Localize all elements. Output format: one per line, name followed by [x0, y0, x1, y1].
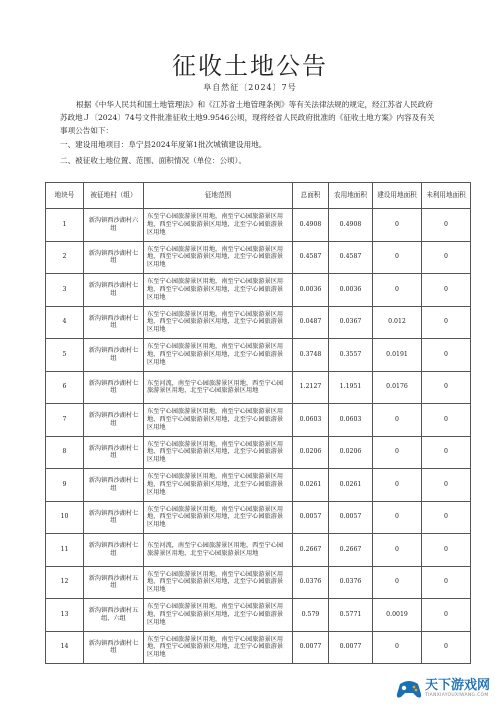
cell-unused-area: 0	[422, 241, 471, 274]
cell-total-area: 0.4908	[293, 209, 329, 242]
cell-unused-area: 0	[422, 599, 471, 632]
table-row	[46, 436, 471, 469]
cell-farmland-area: 0.0261	[329, 469, 373, 502]
cell-range: 东至宁心园旅游景区用地，南至宁心园旅游景区用地，西至宁心园旅游景区用地，北至宁心园旅游景区用地	[144, 469, 293, 502]
cell-village: 新沟镇西沙湖村六组	[84, 209, 144, 242]
cell-unused-area: 0	[422, 566, 471, 599]
header-construction-area: 建设用地面积	[373, 183, 422, 209]
cell-total-area: 0.0487	[293, 306, 329, 339]
cell-construction-area: 0	[373, 469, 422, 502]
table-row	[46, 274, 471, 307]
header-village: 被征地村（组）	[84, 183, 144, 209]
cell-total-area: 0.579	[293, 599, 329, 632]
section-project: 一、建设用地项目：阜宁县2024年度第1批次城镇建设用地。	[60, 140, 267, 149]
cell-total-area: 0.0603	[293, 404, 329, 437]
cell-range: 东至宁心园旅游景区用地，南至宁心园旅游景区用地，西至宁心园旅游景区用地，北至宁心园旅游景区用地	[144, 404, 293, 437]
cell-range: 东至宁心园旅游景区用地，南至宁心园旅游景区用地，西至宁心园旅游景区用地，北至宁心园旅游景区用地	[144, 306, 293, 339]
cell-total-area: 0.4587	[293, 241, 329, 274]
cell-range: 东至宁心园旅游景区用地，南至宁心园旅游景区用地，西至宁心园旅游景区用地，北至宁心园旅游景区用地	[144, 339, 293, 372]
watermark-logo	[396, 675, 494, 703]
cell-unused-area: 0	[422, 436, 471, 469]
cell-plot-no: 5	[46, 339, 84, 372]
cell-range: 东至河流，南至宁心园旅游景区用地，西至宁心园旅游景区用地，北至宁心园旅游景区用地	[144, 534, 293, 567]
document-number: 阜自然征〔2024〕7号	[203, 83, 297, 92]
section-location: 二、被征收土地位置、范围、面积情况（单位：公顷）。	[60, 156, 247, 165]
header-total-area: 总面积	[293, 183, 329, 209]
cell-plot-no: 11	[46, 534, 84, 567]
header-unused-area: 未利用地面积	[422, 183, 471, 209]
cell-village: 新沟镇西沙湖村七组	[84, 274, 144, 307]
table-row	[46, 566, 471, 599]
cell-village: 新沟镇西沙湖村七组	[84, 631, 144, 664]
cell-farmland-area: 0.0367	[329, 306, 373, 339]
cell-village: 新沟镇西沙湖村七组	[84, 534, 144, 567]
cell-farmland-area: 0.0036	[329, 274, 373, 307]
cell-plot-no: 1	[46, 209, 84, 242]
cell-plot-no: 8	[46, 436, 84, 469]
cell-plot-no: 9	[46, 469, 84, 502]
cell-village: 新沟镇西沙湖村七组	[84, 404, 144, 437]
cell-farmland-area: 0.3557	[329, 339, 373, 372]
cell-construction-area: 0.0176	[373, 371, 422, 404]
cell-range: 东至河流，南至宁心园旅游景区用地，西至宁心园旅游景区用地，北至宁心园旅游景区用地	[144, 371, 293, 404]
cell-construction-area: 0	[373, 241, 422, 274]
cell-farmland-area: 1.1951	[329, 371, 373, 404]
cell-village: 新沟镇西沙湖村七组	[84, 469, 144, 502]
cell-unused-area: 0	[422, 339, 471, 372]
cell-village: 新沟镇西沙湖村七组	[84, 306, 144, 339]
cell-construction-area: 0	[373, 566, 422, 599]
intro-paragraph: 根据《中华人民共和国土地管理法》和《江苏省土地管理条例》等有关法律法规的规定，经江苏省人民政府苏政地Ｊ〔2024〕74号文件批准征收土地9.9546公顷，现将经省人民政府批准的《征收土地方案》内容及有关事项公告如下：	[60, 100, 435, 135]
cell-total-area: 1.2127	[293, 371, 329, 404]
cell-farmland-area: 0.0057	[329, 501, 373, 534]
cell-total-area: 0.0376	[293, 566, 329, 599]
gamepad-icon	[396, 678, 422, 700]
cell-farmland-area: 0.4908	[329, 209, 373, 242]
cell-range: 东至宁心园旅游景区用地，南至宁心园旅游景区用地，西至宁心园旅游景区用地，北至宁心园旅游景区用地	[144, 274, 293, 307]
cell-farmland-area: 0.5771	[329, 599, 373, 632]
table-row	[46, 534, 471, 567]
watermark-domain: TIANXIAYOUXIWANG.COM	[425, 693, 489, 699]
cell-unused-area: 0	[422, 371, 471, 404]
cell-farmland-area: 0.2667	[329, 534, 373, 567]
cell-village: 新沟镇西沙湖村五组	[84, 566, 144, 599]
page-title: 征收土地公告	[172, 52, 328, 80]
cell-plot-no: 12	[46, 566, 84, 599]
watermark-name: 天下游戏网	[425, 678, 491, 694]
cell-construction-area: 0	[373, 436, 422, 469]
cell-construction-area: 0	[373, 534, 422, 567]
cell-unused-area: 0	[422, 631, 471, 664]
cell-plot-no: 10	[46, 501, 84, 534]
cell-total-area: 0.0057	[293, 501, 329, 534]
cell-unused-area: 0	[422, 209, 471, 242]
cell-construction-area: 0.012	[373, 306, 422, 339]
cell-farmland-area: 0.0376	[329, 566, 373, 599]
cell-total-area: 0.0077	[293, 631, 329, 664]
cell-construction-area: 0.0191	[373, 339, 422, 372]
header-farmland-area: 农用地面积	[329, 183, 373, 209]
table-row	[46, 306, 471, 339]
table-header-row	[46, 183, 471, 209]
cell-range: 东至宁心园旅游景区用地，南至宁心园旅游景区用地，西至宁心园旅游景区用地，北至宁心园旅游景区用地	[144, 566, 293, 599]
cell-total-area: 0.3748	[293, 339, 329, 372]
table-row	[46, 469, 471, 502]
land-table	[45, 182, 471, 664]
cell-construction-area: 0	[373, 274, 422, 307]
cell-construction-area: 0.0019	[373, 599, 422, 632]
cell-total-area: 0.0036	[293, 274, 329, 307]
cell-unused-area: 0	[422, 274, 471, 307]
table-row	[46, 404, 471, 437]
cell-total-area: 0.0261	[293, 469, 329, 502]
table-row	[46, 371, 471, 404]
cell-village: 新沟镇西沙湖村七组	[84, 339, 144, 372]
cell-unused-area: 0	[422, 469, 471, 502]
cell-plot-no: 13	[46, 599, 84, 632]
cell-total-area: 0.2667	[293, 534, 329, 567]
cell-farmland-area: 0.4587	[329, 241, 373, 274]
cell-plot-no: 3	[46, 274, 84, 307]
cell-village: 新沟镇西沙湖村五组、六组	[84, 599, 144, 632]
cell-village: 新沟镇西沙湖村七组	[84, 371, 144, 404]
header-range: 征地范围	[144, 183, 293, 209]
cell-range: 东至宁心园旅游景区用地，南至宁心园旅游景区用地，西至宁心园旅游景区用地，北至宁心园旅游景区用地	[144, 241, 293, 274]
cell-farmland-area: 0.0603	[329, 404, 373, 437]
table-row	[46, 209, 471, 242]
cell-construction-area: 0	[373, 209, 422, 242]
table-row	[46, 339, 471, 372]
cell-village: 新沟镇西沙湖村七组	[84, 501, 144, 534]
table-row	[46, 599, 471, 632]
cell-village: 新沟镇西沙湖村七组	[84, 241, 144, 274]
header-plot-no: 地块号	[46, 183, 84, 209]
cell-construction-area: 0	[373, 404, 422, 437]
cell-construction-area: 0	[373, 501, 422, 534]
cell-plot-no: 4	[46, 306, 84, 339]
cell-farmland-area: 0.0077	[329, 631, 373, 664]
cell-plot-no: 14	[46, 631, 84, 664]
cell-construction-area: 0	[373, 631, 422, 664]
cell-plot-no: 6	[46, 371, 84, 404]
cell-unused-area: 0	[422, 534, 471, 567]
cell-unused-area: 0	[422, 501, 471, 534]
cell-unused-area: 0	[422, 306, 471, 339]
cell-range: 东至宁心园旅游景区用地，南至宁心园旅游景区用地，西至宁心园旅游景区用地，北至宁心园旅游景区用地	[144, 631, 293, 664]
cell-range: 东至宁心园旅游景区用地，南至宁心园旅游景区用地，西至宁心园旅游景区用地，北至宁心园旅游景区用地	[144, 599, 293, 632]
cell-plot-no: 7	[46, 404, 84, 437]
cell-farmland-area: 0.0206	[329, 436, 373, 469]
cell-range: 东至宁心园旅游景区用地，南至宁心园旅游景区用地，西至宁心园旅游景区用地，北至宁心园旅游景区用地	[144, 209, 293, 242]
cell-plot-no: 2	[46, 241, 84, 274]
cell-unused-area: 0	[422, 404, 471, 437]
cell-total-area: 0.0206	[293, 436, 329, 469]
table-row	[46, 241, 471, 274]
cell-range: 东至宁心园旅游景区用地，南至宁心园旅游景区用地，西至宁心园旅游景区用地，北至宁心园旅游景区用地	[144, 436, 293, 469]
table-row	[46, 631, 471, 664]
cell-range: 东至宁心园旅游景区用地，南至宁心园旅游景区用地，西至宁心园旅游景区用地，北至宁心园旅游景区用地	[144, 501, 293, 534]
table-row	[46, 501, 471, 534]
cell-village: 新沟镇西沙湖村七组	[84, 436, 144, 469]
